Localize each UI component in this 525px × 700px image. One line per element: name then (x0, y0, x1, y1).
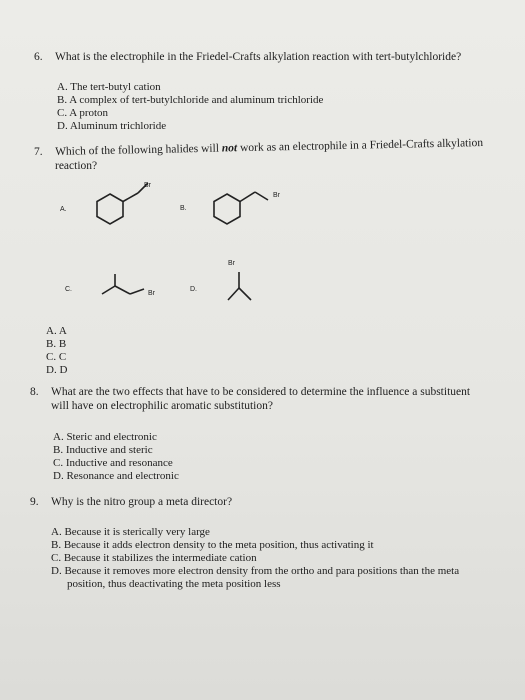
q6-option-b[interactable]: B. A complex of tert-butylchloride and aluminum trichloride (57, 94, 324, 106)
q9-option-a[interactable]: A. Because it is sterically very large (51, 526, 210, 538)
q6-option-d[interactable]: D. Aluminum trichloride (57, 120, 167, 132)
q9-option-d[interactable]: D. Because it removes more electron density from the ortho and para positions than the meta (51, 565, 460, 577)
structure-c-molecule[interactable] (100, 272, 160, 302)
structure-c-label: C. (65, 286, 72, 293)
structure-a-atom-label: Br (144, 182, 151, 189)
question-9-number: 9. (30, 496, 39, 508)
q7-option-a[interactable]: A. A (46, 325, 67, 337)
q6-option-a[interactable]: A. The tert-butyl cation (57, 81, 161, 93)
question-8-text: What are the two effects that have to be considered to determine the influence a substituent (51, 386, 471, 398)
emphasis-not: not (221, 142, 238, 155)
structure-b-molecule[interactable] (200, 183, 280, 228)
structure-c-atom-label: Br (148, 290, 155, 297)
question-6-number: 6. (34, 51, 43, 63)
structure-b-atom-label: Br (273, 192, 280, 199)
q9-option-c[interactable]: C. Because it stabilizes the intermediate cation (51, 552, 257, 564)
question-8-text-line2: will have on electrophilic aromatic substitution? (51, 400, 273, 412)
q7-option-b[interactable]: B. B (46, 338, 67, 350)
q9-option-b[interactable]: B. Because it adds electron density to the meta position, thus activating it (51, 539, 374, 551)
q7-option-d[interactable]: D. D (46, 364, 68, 376)
question-6-text: What is the electrophile in the Friedel-Crafts alkylation reaction with tert-butylchloride? (55, 51, 462, 63)
q8-option-a[interactable]: A. Steric and electronic (53, 431, 157, 443)
question-9-text: Why is the nitro group a meta director? (51, 496, 233, 508)
question-8-number: 8. (30, 386, 39, 398)
structure-d-label: D. (190, 286, 197, 293)
q6-option-c[interactable]: C. A proton (57, 107, 109, 119)
q8-option-b[interactable]: B. Inductive and steric (53, 444, 153, 456)
structure-b-label: B. (180, 205, 187, 212)
question-7-text-line2: reaction? (55, 160, 98, 172)
q8-option-c[interactable]: C. Inductive and resonance (53, 457, 173, 469)
q9-option-d-line2: position, thus deactivating the meta position less (67, 578, 281, 590)
q8-option-d[interactable]: D. Resonance and electronic (53, 470, 179, 482)
question-7-number: 7. (34, 146, 43, 158)
q7-option-c[interactable]: C. C (46, 351, 67, 363)
structure-a-label: A. (60, 206, 67, 213)
question-7-text: Which of the following halides will not work as an electrophile in a Friedel-Crafts alkylation (55, 137, 484, 158)
structure-d-molecule[interactable] (222, 270, 262, 310)
structure-d-atom-label: Br (228, 260, 235, 267)
